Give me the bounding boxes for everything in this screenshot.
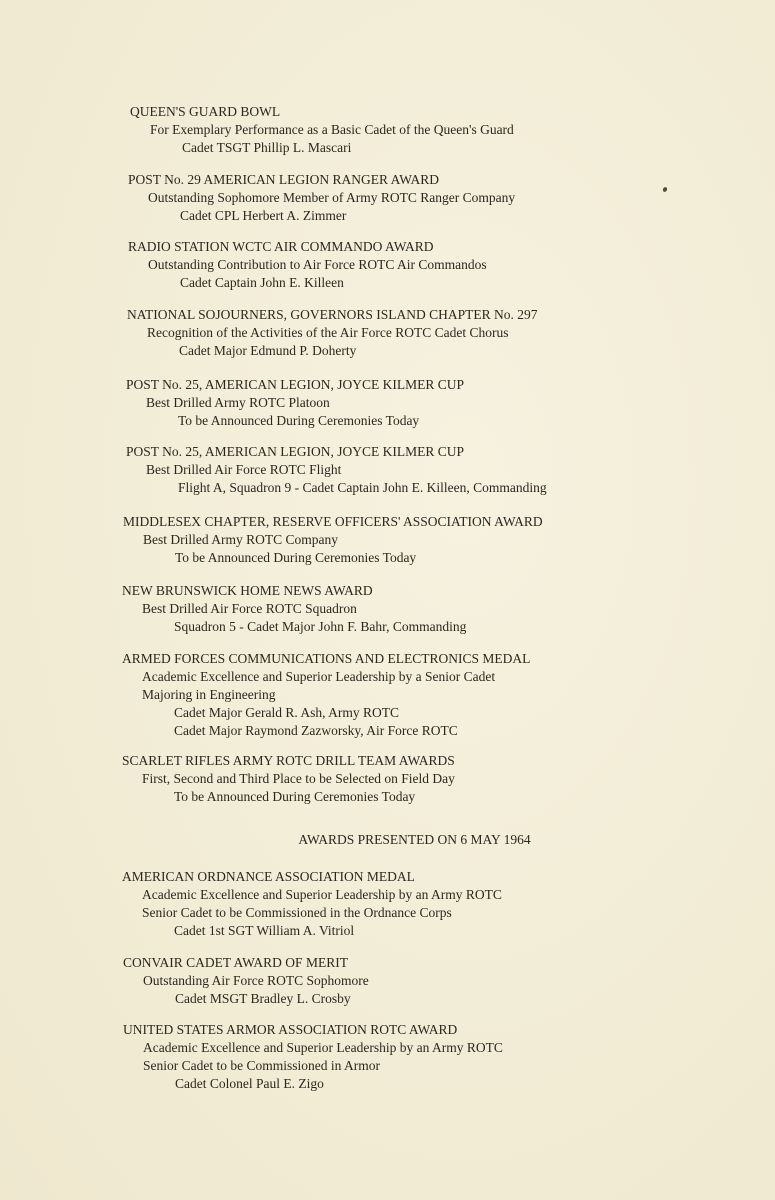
award-title: UNITED STATES ARMOR ASSOCIATION ROTC AWARD: [123, 1022, 458, 1037]
award-entry: [123, 513, 543, 567]
award-entry: [126, 443, 547, 497]
award-description: Majoring in Engineering: [142, 687, 276, 702]
award-title: NEW BRUNSWICK HOME NEWS AWARD: [122, 583, 373, 598]
award-title: NATIONAL SOJOURNERS, GOVERNORS ISLAND CHAPTER No. 297: [127, 307, 538, 322]
award-recipient: Cadet Major Edmund P. Doherty: [179, 343, 357, 358]
award-description: Academic Excellence and Superior Leadership by a Senior Cadet: [142, 669, 496, 684]
award-description: Academic Excellence and Superior Leadership by an Army ROTC: [143, 1040, 503, 1055]
award-title: SCARLET RIFLES ARMY ROTC DRILL TEAM AWARDS: [122, 753, 455, 768]
award-recipient: To be Announced During Ceremonies Today: [175, 550, 417, 565]
award-title: POST No. 29 AMERICAN LEGION RANGER AWARD: [128, 172, 440, 187]
award-recipient: Cadet CPL Herbert A. Zimmer: [180, 208, 347, 223]
award-recipient: Squadron 5 - Cadet Major John F. Bahr, Commanding: [174, 619, 467, 634]
award-title: RADIO STATION WCTC AIR COMMANDO AWARD: [128, 239, 434, 254]
award-recipient: Cadet 1st SGT William A. Vitriol: [174, 923, 355, 938]
award-description: Outstanding Sophomore Member of Army ROTC Ranger Company: [148, 190, 516, 205]
award-description: Recognition of the Activities of the Air Force ROTC Cadet Chorus: [147, 325, 509, 340]
award-title: ARMED FORCES COMMUNICATIONS AND ELECTRONICS MEDAL: [122, 651, 531, 666]
award-description: Senior Cadet to be Commissioned in Armor: [143, 1058, 380, 1073]
award-description: For Exemplary Performance as a Basic Cadet of the Queen's Guard: [150, 122, 514, 137]
award-entry: [123, 1021, 503, 1093]
award-title: CONVAIR CADET AWARD OF MERIT: [123, 955, 348, 970]
award-recipient: To be Announced During Ceremonies Today: [178, 413, 420, 428]
award-entry: [122, 752, 455, 806]
award-recipient: Cadet Colonel Paul E. Zigo: [175, 1076, 324, 1091]
award-recipient: To be Announced During Ceremonies Today: [174, 789, 416, 804]
award-description: Academic Excellence and Superior Leadership by an Army ROTC: [142, 887, 502, 902]
award-title: POST No. 25, AMERICAN LEGION, JOYCE KILMER CUP: [126, 377, 465, 392]
award-entry: [128, 238, 487, 292]
award-description: Best Drilled Army ROTC Platoon: [146, 395, 330, 410]
ink-speck: [662, 186, 668, 192]
award-entry: [130, 103, 514, 157]
award-description: Outstanding Air Force ROTC Sophomore: [143, 973, 369, 988]
award-title: AMERICAN ORDNANCE ASSOCIATION MEDAL: [122, 869, 415, 884]
award-description: Best Drilled Air Force ROTC Flight: [146, 462, 342, 477]
award-description: Senior Cadet to be Commissioned in the Ordnance Corps: [142, 905, 452, 920]
award-title: POST No. 25, AMERICAN LEGION, JOYCE KILMER CUP: [126, 444, 465, 459]
award-recipient: Cadet Major Gerald R. Ash, Army ROTC: [174, 705, 399, 720]
award-entry: [126, 376, 464, 430]
award-description: Outstanding Contribution to Air Force ROTC Air Commandos: [148, 257, 487, 272]
award-title: MIDDLESEX CHAPTER, RESERVE OFFICERS' ASSOCIATION AWARD: [123, 514, 543, 529]
award-recipient: Cadet Major Raymond Zazworsky, Air Force ROTC: [174, 723, 458, 738]
award-entry: [122, 650, 530, 740]
award-entry: [128, 171, 515, 225]
award-entry: [122, 582, 466, 636]
award-recipient: Flight A, Squadron 9 - Cadet Captain John E. Killeen, Commanding: [178, 480, 547, 495]
award-description: Best Drilled Air Force ROTC Squadron: [142, 601, 357, 616]
award-entry: [123, 954, 369, 1008]
award-description: First, Second and Third Place to be Selected on Field Day: [142, 771, 455, 786]
section-heading-text: AWARDS PRESENTED ON 6 MAY 1964: [298, 832, 531, 847]
award-recipient: Cadet Captain John E. Killeen: [180, 275, 344, 290]
award-recipient: Cadet TSGT Phillip L. Mascari: [182, 140, 352, 155]
award-recipient: Cadet MSGT Bradley L. Crosby: [175, 991, 351, 1006]
section-heading: [0, 832, 775, 848]
award-entry: [122, 868, 502, 940]
award-description: Best Drilled Army ROTC Company: [143, 532, 338, 547]
award-title: QUEEN'S GUARD BOWL: [130, 104, 281, 119]
award-entry: [127, 306, 538, 360]
